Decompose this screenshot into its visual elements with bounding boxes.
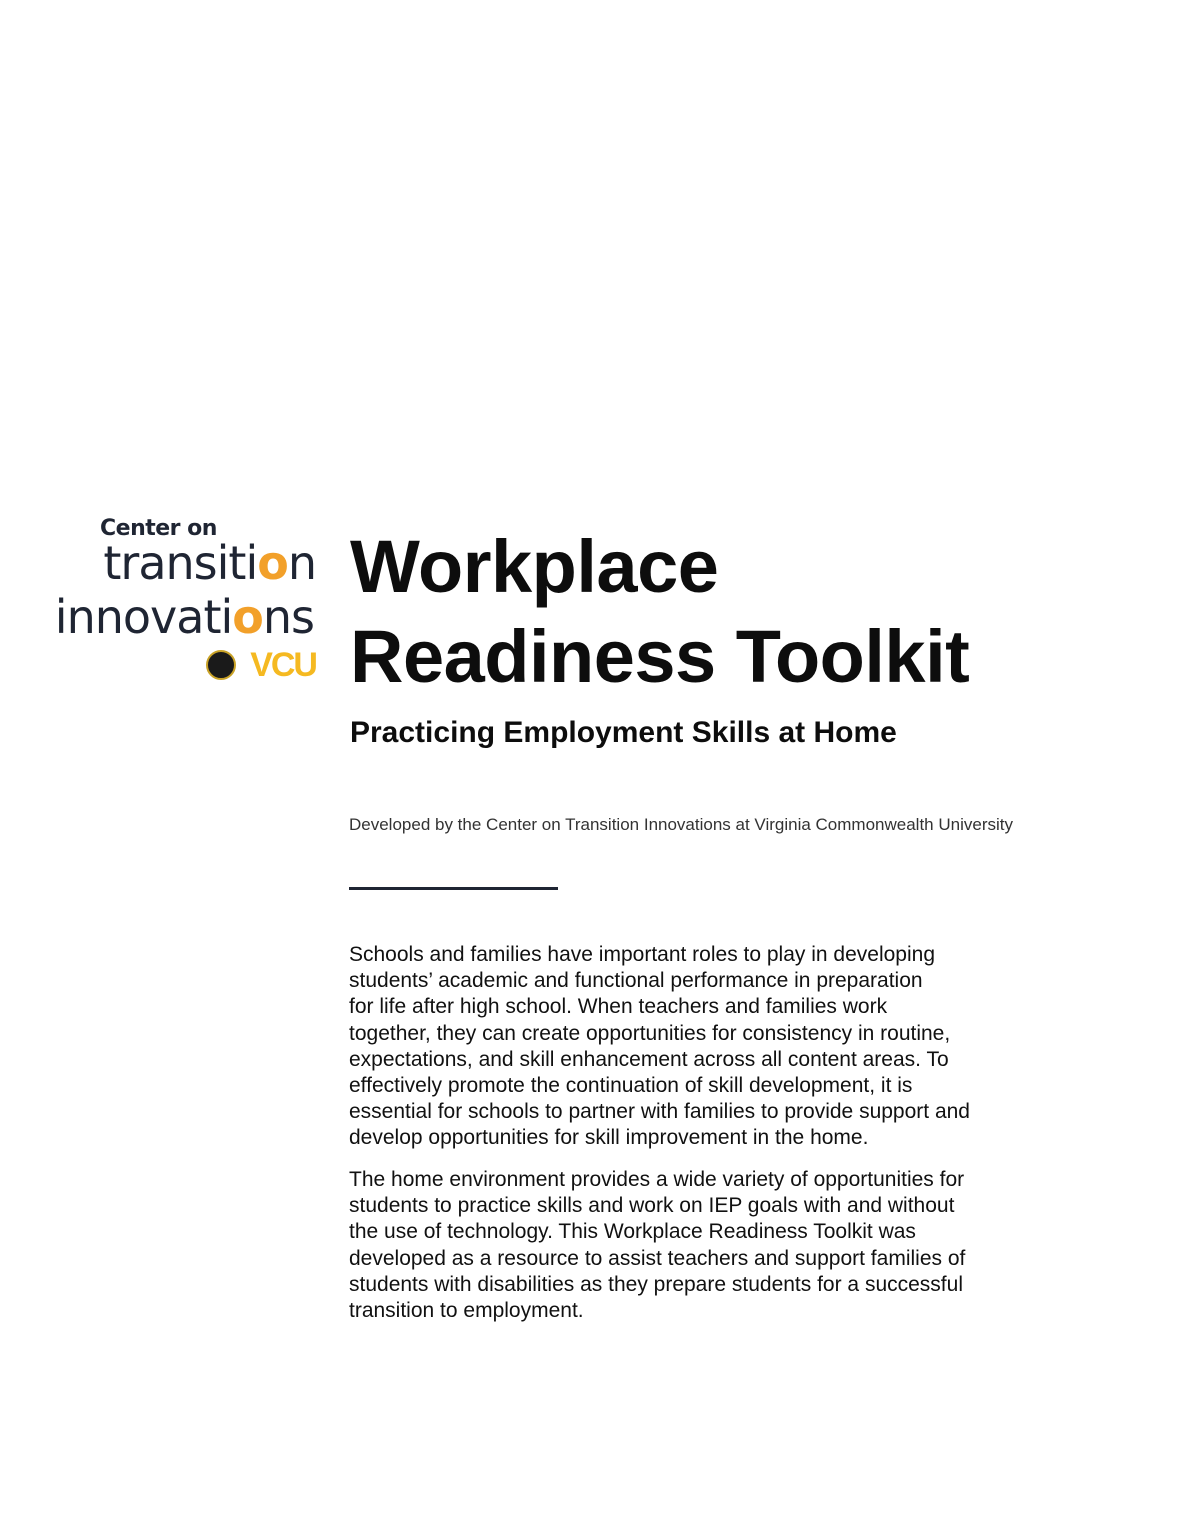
logo-center-on: Center on bbox=[100, 516, 217, 541]
divider bbox=[349, 887, 558, 890]
paragraph-line: Schools and families have important roles to play in developing bbox=[349, 943, 936, 966]
paragraph-line: The home environment provides a wide variety of opportunities for bbox=[349, 1168, 965, 1191]
paragraph-line: essential for schools to partner with families to provide support and bbox=[349, 1100, 970, 1124]
logo-vcu: VCU bbox=[250, 646, 316, 684]
paragraph-line: effectively promote the continuation of skill development, it is bbox=[349, 1074, 913, 1098]
title-line: Workplace bbox=[350, 525, 719, 608]
logo-text: innovati bbox=[54, 590, 233, 644]
title-line: Readiness Toolkit bbox=[350, 615, 970, 698]
logo-transition bbox=[103, 536, 316, 590]
paragraph-line: developed as a resource to assist teachers and support families of bbox=[349, 1246, 966, 1270]
logo-text: o bbox=[232, 590, 263, 644]
logo-text: ns bbox=[262, 590, 314, 644]
paragraph-line: students with disabilities as they prepare students for a successful bbox=[349, 1272, 963, 1296]
paragraph-line: for life after high school. When teachers and families work bbox=[349, 995, 888, 1019]
page-title bbox=[350, 522, 969, 702]
logo-text: transiti bbox=[103, 536, 258, 590]
logo-text: n bbox=[287, 536, 316, 590]
paragraph-line: transition to employment. bbox=[349, 1299, 584, 1323]
intro-paragraph-2 bbox=[349, 1167, 965, 1324]
paragraph-line: the use of technology. This Workplace Readiness Toolkit was bbox=[349, 1220, 916, 1244]
intro-paragraph-1 bbox=[349, 942, 970, 1152]
paragraph-line: students to practice skills and work on IEP goals with and without bbox=[349, 1194, 955, 1218]
paragraph-line: develop opportunities for skill improvement in the home. bbox=[349, 1126, 869, 1150]
paragraph-line: students’ academic and functional performance in preparation bbox=[349, 969, 923, 993]
cti-vcu-logo bbox=[40, 512, 320, 692]
developed-by: Developed by the Center on Transition Innovations at Virginia Commonwealth University bbox=[349, 815, 1013, 834]
paragraph-line: together, they can create opportunities for consistency in routine, bbox=[349, 1021, 951, 1045]
paragraph-line: expectations, and skill enhancement across all content areas. To bbox=[349, 1047, 949, 1071]
logo-innovations bbox=[54, 590, 314, 644]
subtitle: Practicing Employment Skills at Home bbox=[350, 716, 897, 749]
vcu-seal-icon bbox=[206, 650, 236, 680]
logo-text: o bbox=[257, 536, 288, 590]
